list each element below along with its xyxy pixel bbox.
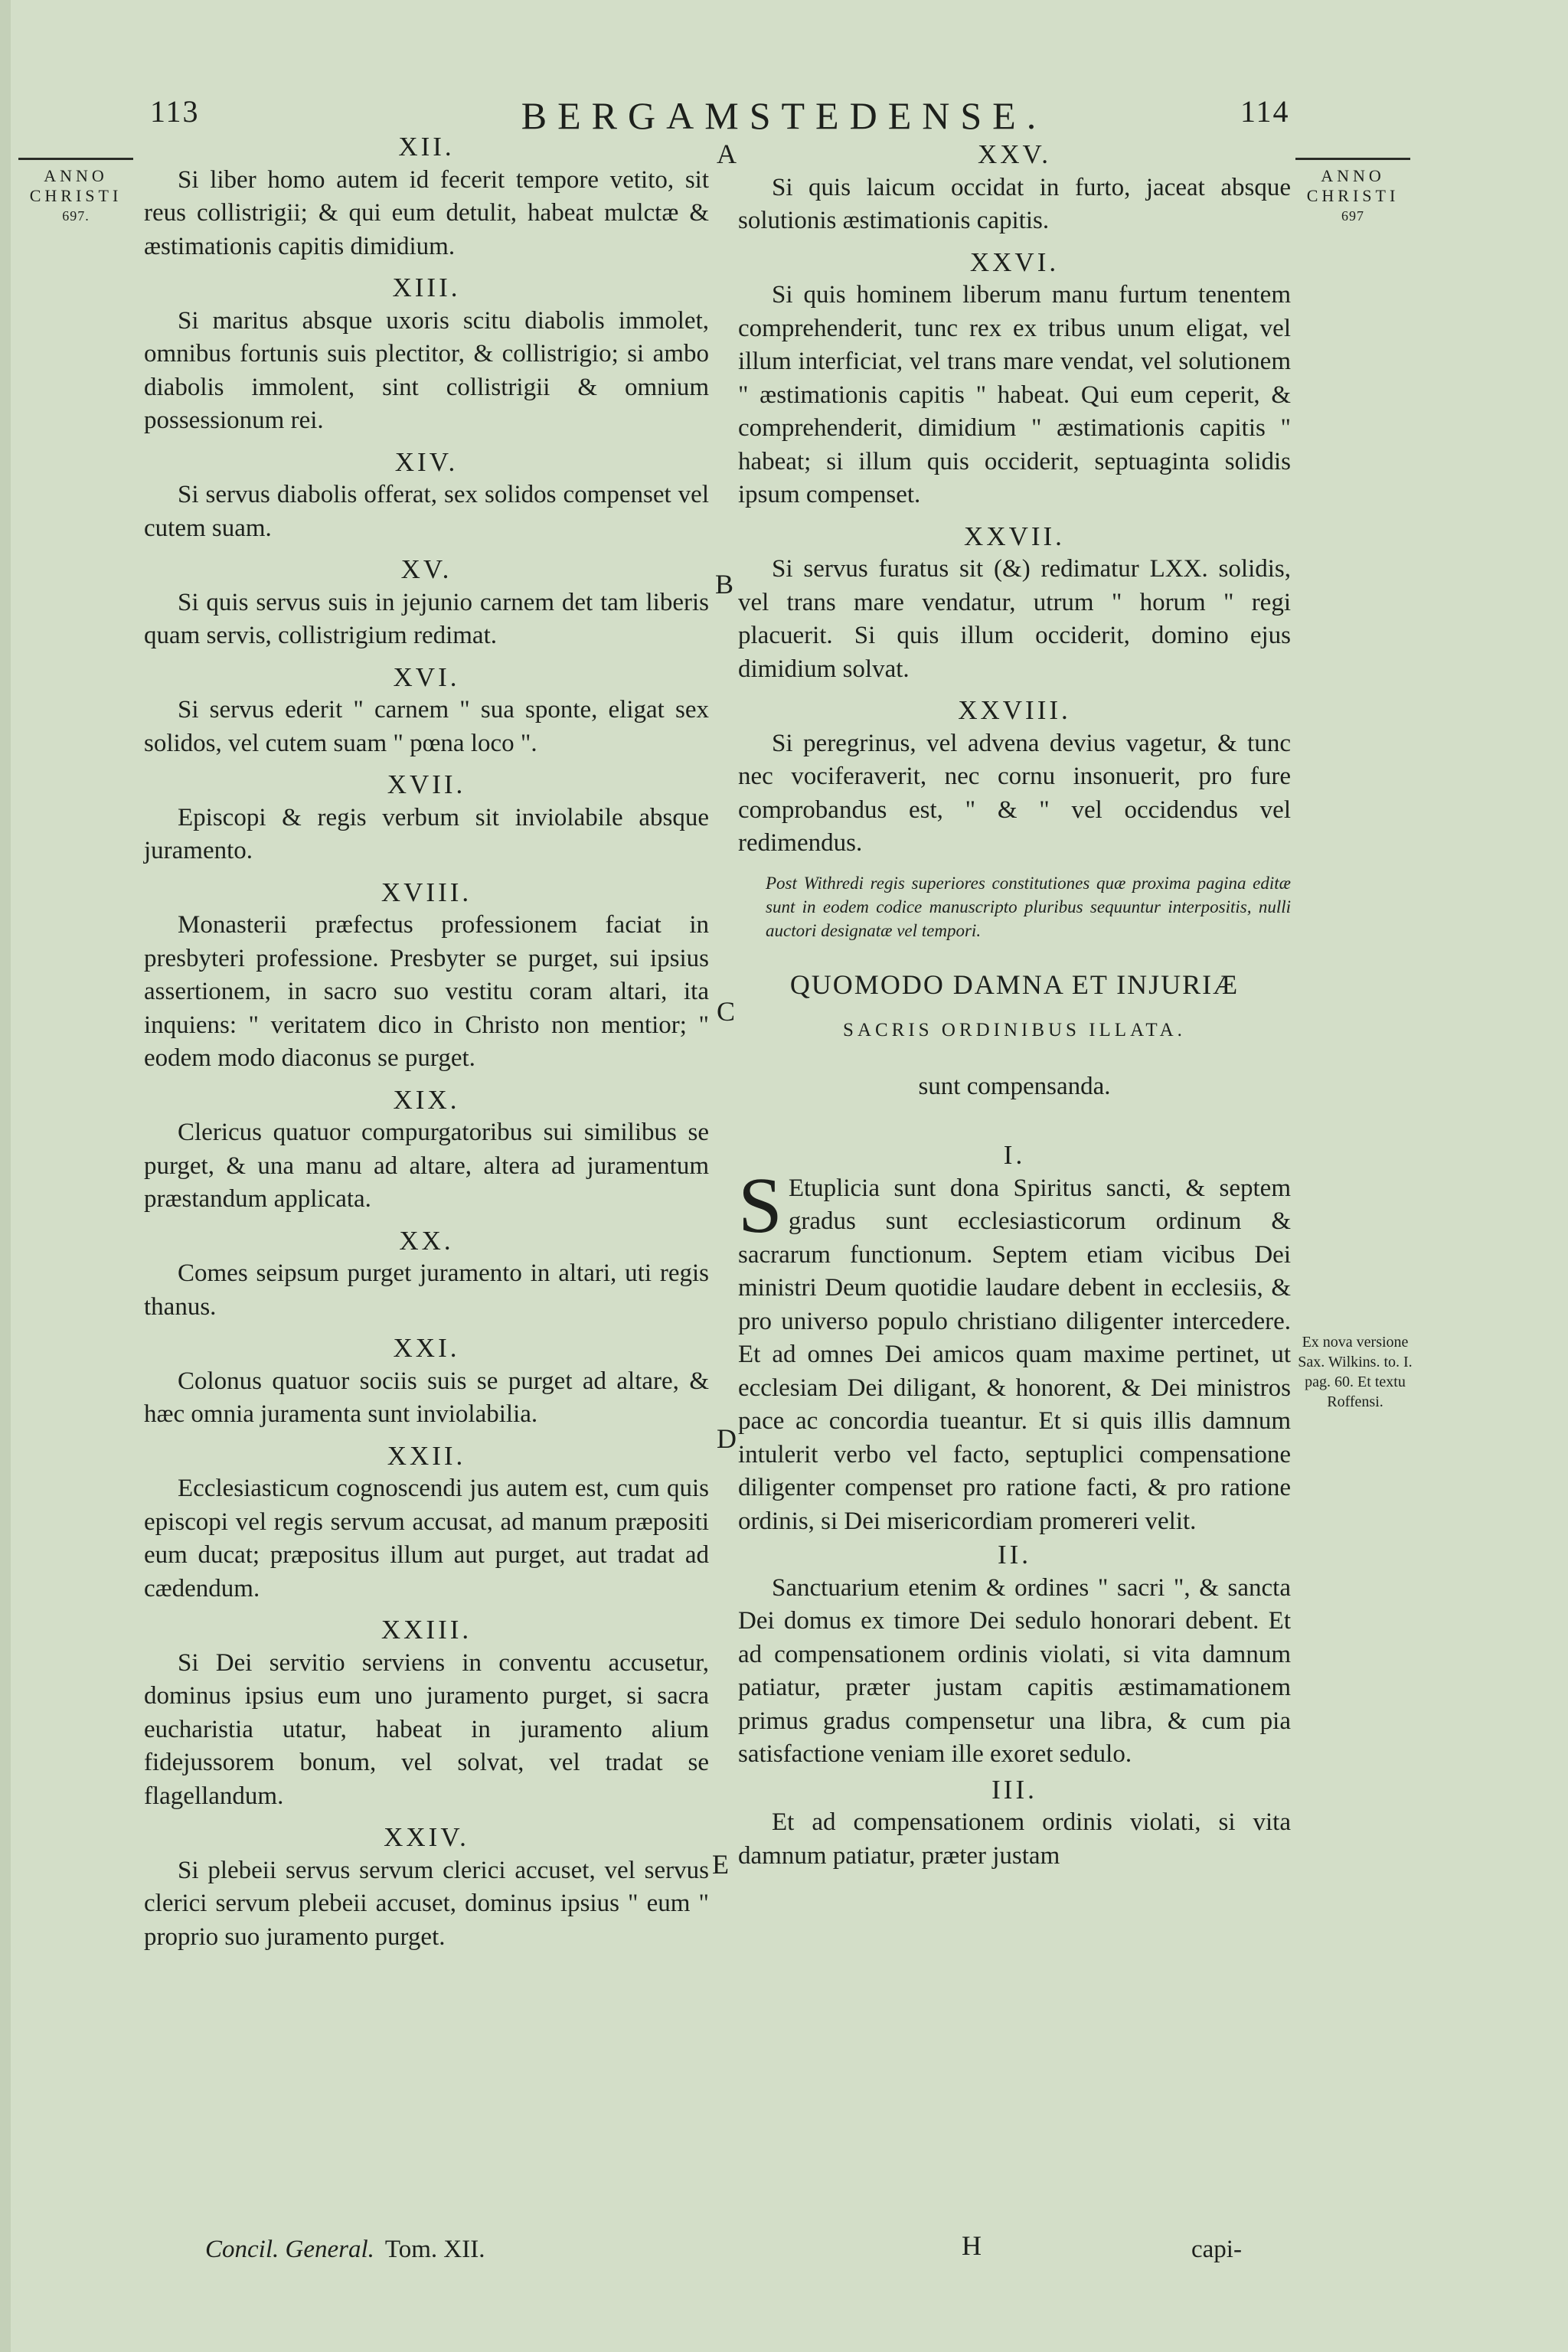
chapter-heading: XVIII. bbox=[381, 877, 472, 907]
chapter-text: Sanctuarium etenim & ordines " sacri ", & sancta Dei domus ex timore Dei sedulo honorari debent. Et ad compensationem ordinis violati, si vita damnum patiatur, præter justam capitis æstimamationem primus gradus compensetur una libra, & cum pia satisfactione veniam ille exoret sedulo. bbox=[738, 1573, 1291, 1768]
side-note: Ex nova versione Sax. Wilkins. to. I. pag. 60. Et textu Roffensi. bbox=[1298, 1334, 1413, 1410]
anno-label: ANNO bbox=[1321, 166, 1385, 185]
chapter-heading: XV. bbox=[400, 554, 452, 584]
chapter-text: Si quis hominem liberum manu furtum tenentem comprehenderit, tunc rex ex tribus unum eligat, vel illum interficiat, vel trans mare vendat, vel solutionem " æstimationis capitis " habeat. Qui eum ceperit, & comprehenderit, dimidium " æstimationis capitis " habeat; si illum quis occiderit, septuaginta solidis ipsum compenset. bbox=[738, 281, 1291, 508]
anno-label: ANNO bbox=[44, 166, 108, 185]
christi-label: CHRISTI bbox=[29, 186, 122, 205]
chapter-heading: XII. bbox=[398, 132, 455, 162]
margin-letter-b: B bbox=[715, 569, 734, 599]
chapter-heading: XXVIII. bbox=[958, 695, 1071, 725]
chapter-heading: XX. bbox=[399, 1225, 454, 1256]
chapter-heading: XXIII. bbox=[381, 1615, 472, 1645]
chapter-text: Ecclesiasticum cognoscendi jus autem est, cum quis episcopi vel regis servum accusat, ad manum præpositi eum ducat; præpositus illum aut purget, aut tradat ad cædendum. bbox=[144, 1475, 709, 1602]
chapter-text: Et ad compensationem ordinis violati, si vita damnum patiatur, præter justam bbox=[738, 1808, 1291, 1870]
footer-italic: Concil. General. bbox=[205, 2236, 374, 2263]
footer-signature: H bbox=[962, 2230, 982, 2261]
chapter-text: Colonus quatuor sociis suis se purget ad altare, & hæc omnia juramenta sunt inviolabilia. bbox=[144, 1367, 709, 1428]
chapter-heading: XXVII. bbox=[964, 521, 1065, 551]
chapter-text: Monasterii præfectus professionem faciat in presbyteri professione. Presbyter se purget, sui ipsius assertionem, in sacro suo vestitu coram altari, ita inquiens: " veritatem dico in Christo non mentior; " eodem modo diaconus se purget. bbox=[144, 911, 709, 1072]
page-spine-shadow bbox=[0, 0, 11, 2352]
chapter-text: Si servus furatus sit (&) redimatur LXX. solidis, vel trans mare vendatur, utrum " horum " regi placuerit. Si quis illum occiderit, domino ejus dimidium solvat. bbox=[738, 555, 1291, 683]
page-number-right: 114 bbox=[1240, 94, 1290, 129]
christi-label: CHRISTI bbox=[1306, 186, 1400, 205]
chapter-text: Comes seipsum purget juramento in altari, uti regis thanus. bbox=[144, 1259, 709, 1321]
chapter-heading: XXII. bbox=[387, 1440, 466, 1471]
chapter-text: Episcopi & regis verbum sit inviolabile absque juramento. bbox=[144, 803, 709, 864]
footer-catchword: capi- bbox=[1191, 2236, 1242, 2263]
chapter-text: Si liber homo autem id fecerit tempore vetito, sit reus collistrigii; & qui eum detulit, habeat mulctæ & æstimationis capitis dimidium. bbox=[144, 165, 709, 260]
footer-volume bbox=[205, 2236, 485, 2264]
left-column bbox=[144, 130, 709, 1962]
section-subtitle-2: sunt compensanda. bbox=[918, 1072, 1111, 1100]
page-number-left: 113 bbox=[150, 94, 200, 129]
section-subtitle: SACRIS ORDINIBUS ILLATA. bbox=[843, 1020, 1186, 1040]
anno-christi-left bbox=[18, 167, 133, 226]
anno-year: 697 bbox=[1341, 208, 1364, 224]
chapter-text-body: Etuplicia sunt dona Spiritus sancti, & septem gradus sunt ecclesiasticorum ordinum & sacrarum functionum. Septem etiam vicibus Dei ministri Deum quotidie laudare debent in ecclesiis, & pro universo populo christiano diligenter intercedere. Et ad omnes Dei amicos quam maxime pertinet, ut ecclesiam Dei diligant, & honorent, & Dei ministros pace ac concordia tueantur. Et si quis illis damnum intulerit verbo vel facto, septuplici compensatione diligenter compenset pro ratione facti, & pro ratione ordinis, si Dei misericordiam promereri velit. bbox=[738, 1174, 1291, 1535]
chapter-text bbox=[738, 1161, 1291, 1539]
chapter-heading: XIV. bbox=[394, 446, 459, 477]
chapter-heading: XXIV. bbox=[384, 1822, 469, 1852]
chapter-heading: XXI. bbox=[393, 1333, 460, 1363]
chapter-text: Si servus diabolis offerat, sex solidos compenset vel cutem suam. bbox=[144, 481, 709, 542]
anno-christi-right bbox=[1295, 167, 1410, 226]
drop-cap-initial: S bbox=[738, 1161, 782, 1250]
chapter-text: Si servus ederit " carnem " sua sponte, eligat sex solidos, vel cutem suam " pœna loco ". bbox=[144, 696, 709, 757]
chapter-heading: III. bbox=[991, 1774, 1037, 1805]
right-column bbox=[738, 138, 1291, 1874]
running-title: BERGAMSTEDENSE. bbox=[521, 94, 1047, 137]
chapter-text: Si quis servus suis in jejunio carnem det tam liberis quam servis, collistrigium redimat. bbox=[144, 588, 709, 649]
chapter-text: Si plebeii servus servum clerici accuset, vel servus clerici servum plebeii accuset, dominus ipsius " eum " proprio suo juramento purget. bbox=[144, 1856, 709, 1951]
chapter-text: Si Dei servitio serviens in conventu accusetur, dominus ipsius eum uno juramento purget, si sacra eucharistia utatur, habeat in juramento alium fidejussorem bonum, vel solvat, vel tradat se flagellandum. bbox=[144, 1648, 709, 1810]
right-chapters bbox=[738, 138, 1291, 861]
footer-tome: Tom. XII. bbox=[384, 2236, 485, 2263]
margin-letter-a: A bbox=[717, 139, 737, 169]
chapter-heading: XXVI. bbox=[969, 247, 1060, 277]
chapter-heading: XVII. bbox=[387, 769, 466, 799]
chapter-text: Si maritus absque uxoris scitu diabolis immolet, omnibus fortunis suis plectitor, & collistrigio; si ambo diabolis immolent, sint collistrigii & omnium possessionum rei. bbox=[144, 306, 709, 434]
margin-letter-c: C bbox=[717, 996, 736, 1027]
margin-letter-e: E bbox=[712, 1849, 729, 1880]
anno-year: 697. bbox=[62, 208, 90, 224]
chapter-heading: XIX. bbox=[393, 1084, 460, 1115]
section-title: QUOMODO DAMNA ET INJURIÆ bbox=[789, 969, 1240, 1000]
chapter-heading: XXV. bbox=[977, 139, 1052, 169]
chapter-text: Si peregrinus, vel advena devius vagetur, & tunc nec vociferaverit, nec cornu insonuerit, pro fure comprobandus est, " & " vel occidendus vel redimendus. bbox=[738, 729, 1291, 857]
chapter-heading: XVI. bbox=[393, 662, 460, 692]
editorial-note: Post Withredi regis superiores constitutiones quæ proxima pagina editæ sunt in eodem codice manuscripto pluribus sequuntur interpositis, nulli auctori designatæ vel tempori. bbox=[766, 873, 1291, 940]
chapter-text: Si quis laicum occidat in furto, jaceat absque solutionis æstimationis capitis. bbox=[738, 173, 1291, 234]
section-chapters bbox=[738, 1138, 1291, 1873]
margin-letter-d: D bbox=[717, 1423, 737, 1454]
chapter-heading: I. bbox=[1003, 1140, 1026, 1170]
chapter-heading: XIII. bbox=[392, 273, 461, 302]
chapter-text: Clericus quatuor compurgatoribus sui similibus se purget, & una manu ad altare, altera ad juramentum præstandum applicata. bbox=[144, 1119, 709, 1213]
chapter-heading: II. bbox=[997, 1540, 1032, 1570]
